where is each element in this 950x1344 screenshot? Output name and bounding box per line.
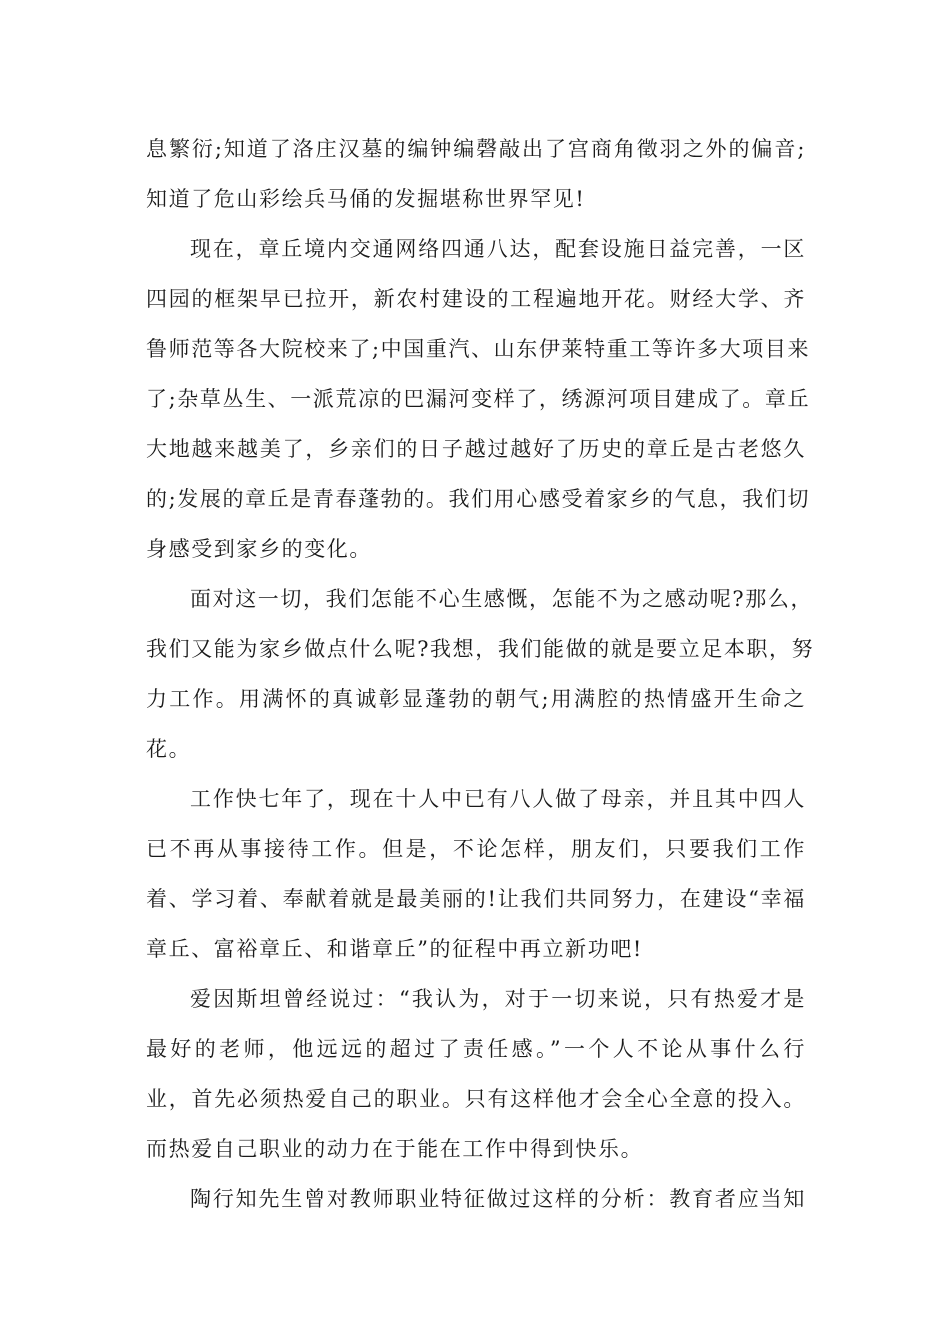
text-line: 大地越来越美了，乡亲们的日子越过越好了历史的章丘是古老悠久: [146, 437, 806, 461]
text-line: 息繁衍;知道了洛庄汉墓的编钟编磬敲出了宫商角徵羽之外的偏音;: [146, 137, 806, 161]
paragraph-first-line: 爱因斯坦曾经说过：“我认为，对于一切来说，只有热爱才是: [190, 987, 806, 1011]
text-line: 章丘、富裕章丘、和谐章丘”的征程中再立新功吧!: [146, 937, 643, 961]
paragraph-first-line: 陶行知先生曾对教师职业特征做过这样的分析：教育者应当知: [190, 1187, 806, 1211]
text-line: 着、学习着、奉献着就是最美丽的!让我们共同努力，在建设“幸福: [146, 887, 807, 911]
text-line: 业，首先必须热爱自己的职业。只有这样他才会全心全意的投入。: [146, 1087, 806, 1111]
paragraph-first-line: 工作快七年了，现在十人中已有八人做了母亲，并且其中四人: [190, 787, 806, 811]
text-line: 力工作。用满怀的真诚彰显蓬勃的朝气;用满腔的热情盛开生命之: [146, 687, 806, 711]
text-line: 四园的框架早已拉开，新农村建设的工程遍地开花。财经大学、齐: [146, 287, 806, 311]
paragraph-first-line: 现在，章丘境内交通网络四通八达，配套设施日益完善，一区: [190, 237, 806, 261]
text-line: 而热爱自己职业的动力在于能在工作中得到快乐。: [146, 1137, 644, 1161]
paragraph-first-line: 面对这一切，我们怎能不心生感慨，怎能不为之感动呢?那么，: [190, 587, 814, 611]
text-line: 的;发展的章丘是青春蓬勃的。我们用心感受着家乡的气息，我们切: [146, 487, 811, 511]
text-line: 花。: [146, 737, 192, 761]
text-line: 最好的老师，他远远的超过了责任感。”一个人不论从事什么行: [146, 1037, 806, 1061]
text-line: 鲁师范等各大院校来了;中国重汽、山东伊莱特重工等许多大项目来: [146, 337, 811, 361]
text-line: 知道了危山彩绘兵马俑的发掘堪称世界罕见!: [146, 187, 586, 211]
text-line: 身感受到家乡的变化。: [146, 537, 372, 561]
text-line: 我们又能为家乡做点什么呢?我想，我们能做的就是要立足本职，努: [146, 637, 815, 661]
text-line: 了;杂草丛生、一派荒凉的巴漏河变样了，绣源河项目建成了。章丘: [146, 387, 811, 411]
text-line: 已不再从事接待工作。但是，不论怎样，朋友们，只要我们工作: [146, 837, 806, 861]
